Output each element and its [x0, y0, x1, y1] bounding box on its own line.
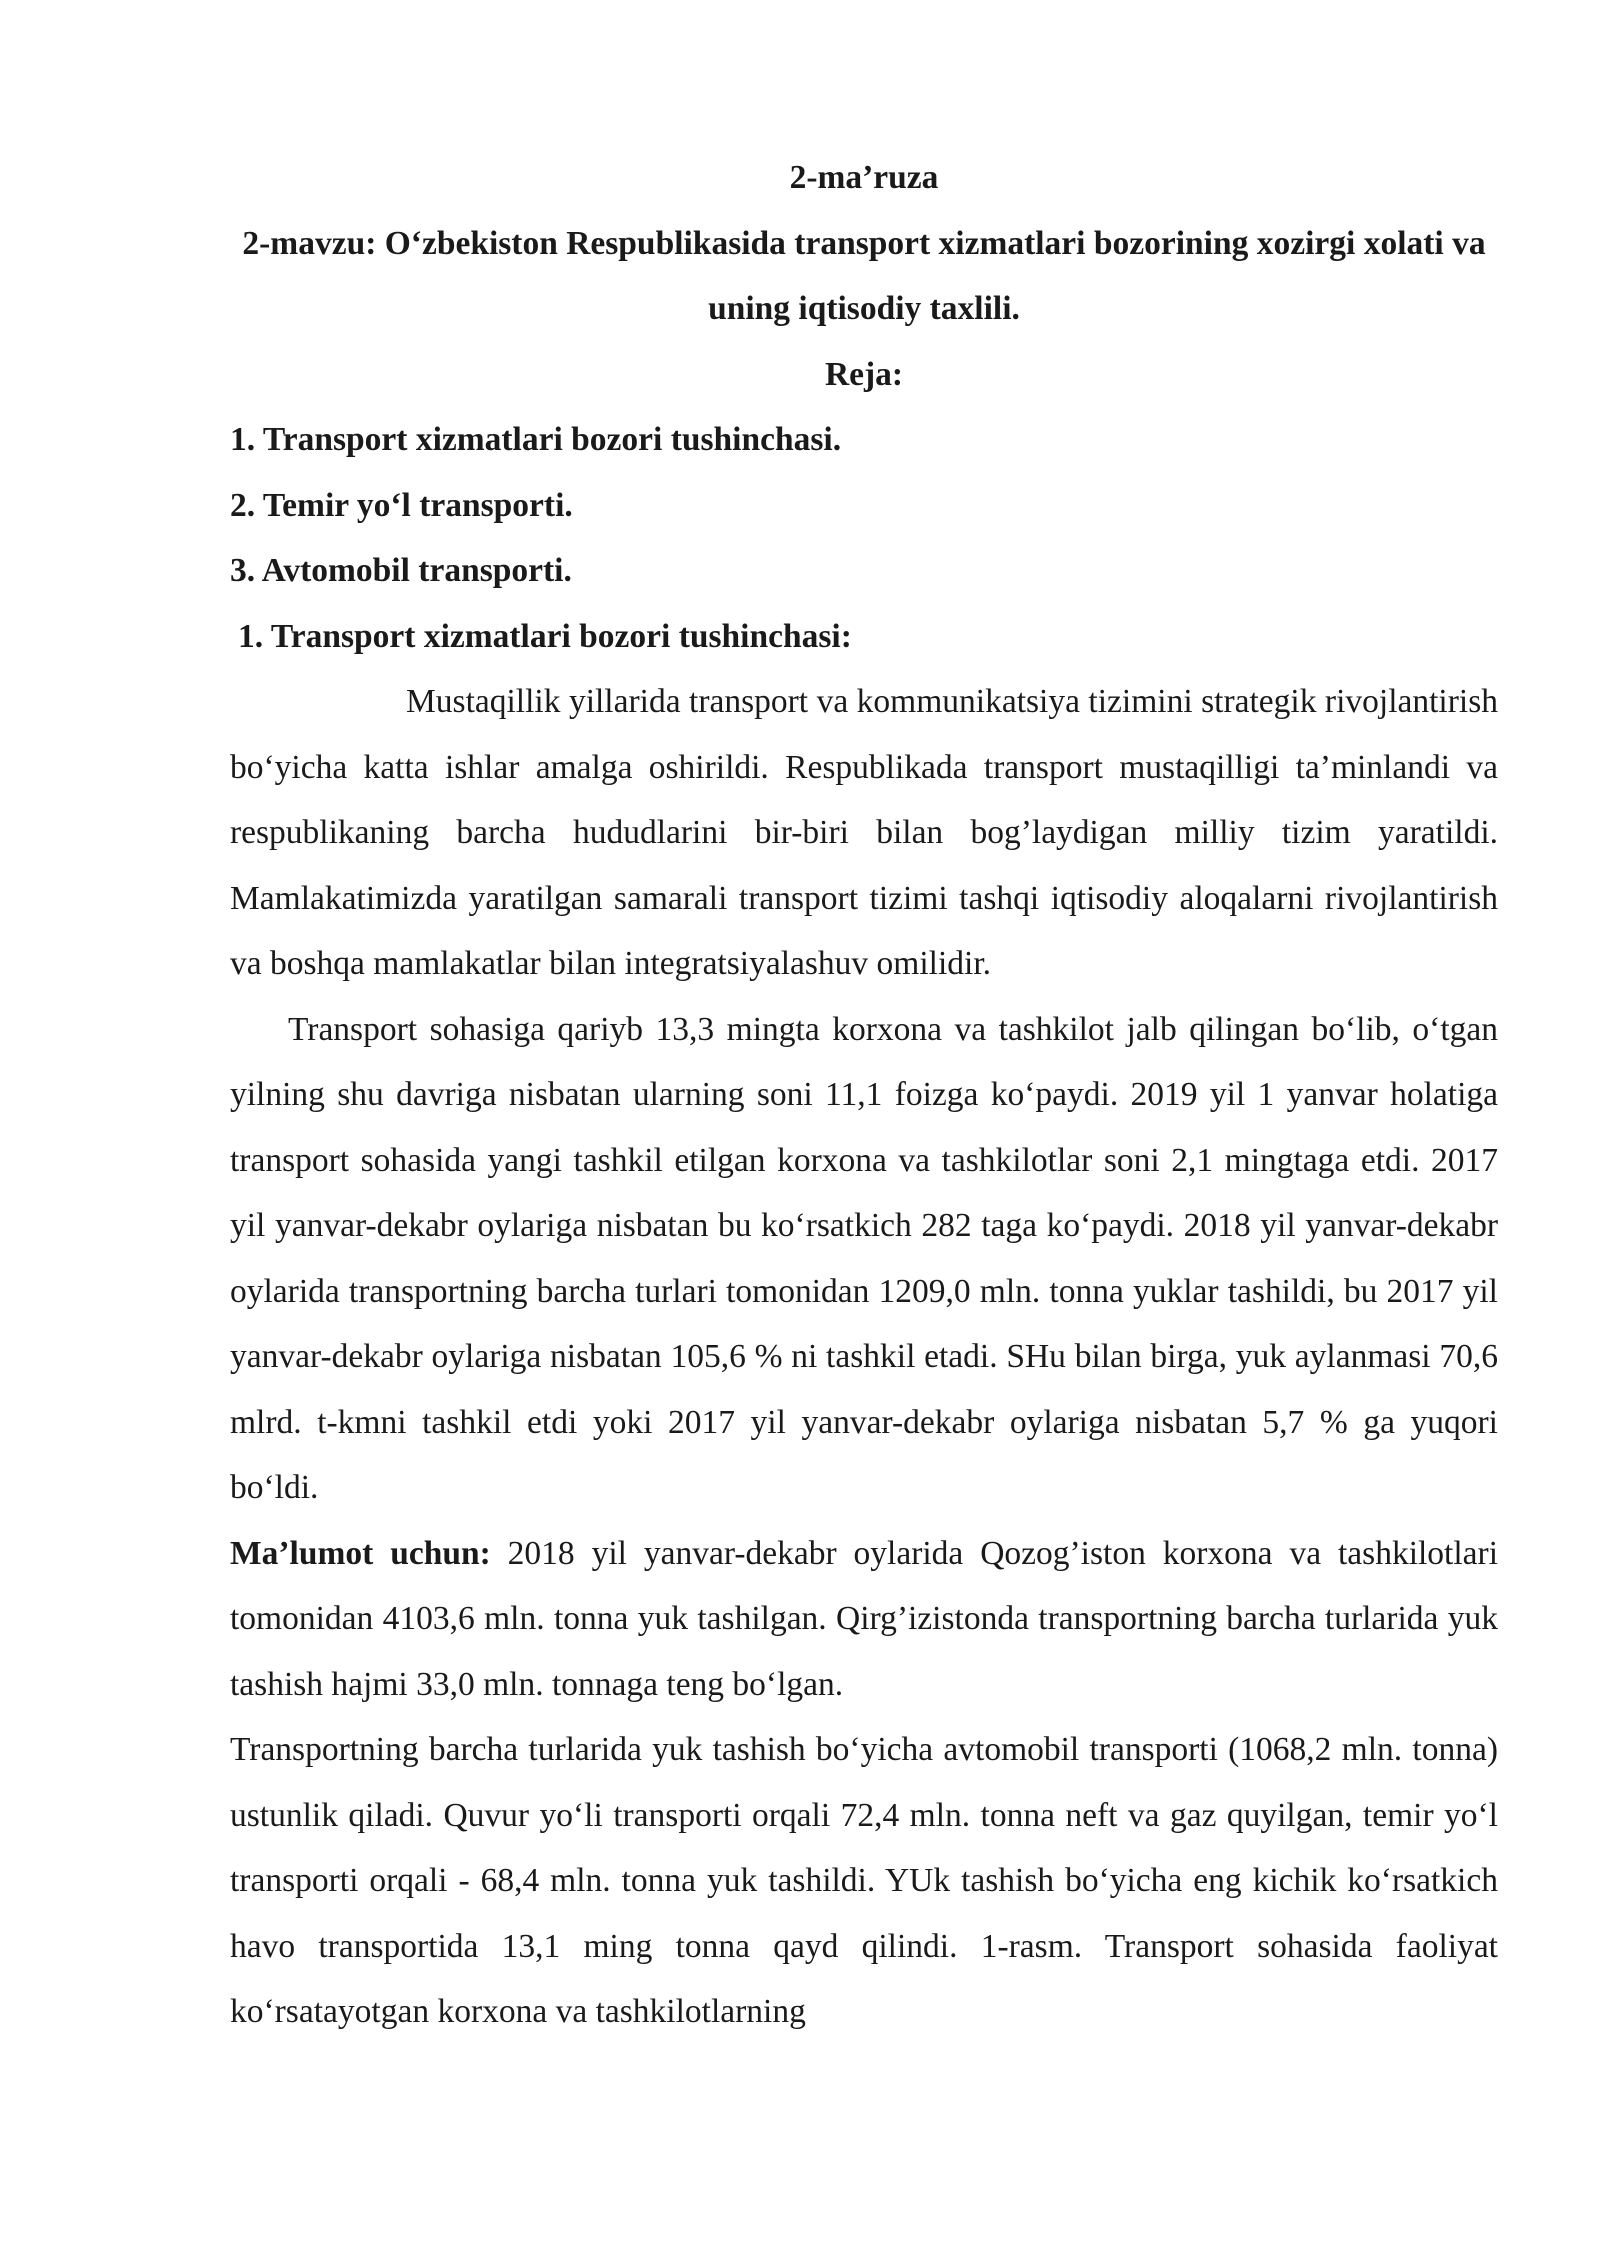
paragraph-1: Mustaqillik yillarida transport va kommunikatsiya tizimini strategik rivojlantirish bo‘yicha katta ishlar amalga oshirildi. Respublikada transport mustaqilligi ta’minlandi va respublikaning barcha hududlarini bir-biri bilan bog’laydigan milliy tizim yaratildi. Mamlakatimizda yaratilgan samarali transport tizimi tashqi iqtisodiy aloqalarni rivojlantirish va boshqa mamlakatlar bilan integratsiyalashuv omilidir. — [230, 683, 1498, 982]
paragraph-4: Transportning barcha turlarida yuk tashish bo‘yicha avtomobil transporti (1068,2 mln. tonna) ustunlik qiladi. Quvur yo‘li transporti orqali 72,4 mln. tonna neft va gaz quyilgan, temir yo‘l transporti orqali - 68,4 mln. tonna yuk tashildi. YUk tashish bo‘yicha eng kichik ko‘rsatkich havo transportida 13,1 ming tonna qayd qilindi. 1-rasm. Transport sohasida faoliyat ko‘rsatayotgan korxona va tashkilotlarning — [230, 1731, 1498, 2030]
lecture-number: 2-ma’ruza — [789, 159, 939, 196]
plan-item-1: 1. Transport xizmatlari bozori tushinchasi. — [230, 421, 842, 458]
paragraph-3 — [230, 1521, 1498, 1718]
info-label: Ma’lumot uchun: — [230, 1534, 491, 1572]
topic-title: 2-mavzu: O‘zbekiston Respublikasida transport xizmatlari bozorining xozirgi xolati va uning iqtisodiy taxlili. — [242, 224, 1486, 327]
plan-item-2: 2. Temir yo‘l transporti. — [230, 486, 573, 524]
section-1-title: 1. Transport xizmatlari bozori tushinchasi: — [238, 617, 852, 655]
info-text: 2018 yil yanvar-dekabr oylarida Qozog’iston korxona va tashkilotlari tomonidan 4103,6 mln. tonna yuk tashilgan. Qirg’izistonda transportning barcha turlarida yuk tashish hajmi 33,0 mln. tonnaga teng bo‘lgan. — [230, 1534, 1499, 1703]
plan-title: Reja: — [824, 355, 904, 393]
plan-item-3: 3. Avtomobil transporti. — [230, 552, 572, 589]
paragraph-2: Transport sohasiga qariyb 13,3 mingta korxona va tashkilot jalb qilingan bo‘lib, o‘tgan yilning shu davriga nisbatan ularning soni 11,1 foizga ko‘paydi. 2019 yil 1 yanvar holatiga transport sohasida yangi tashkil etilgan korxona va tashkilotlar soni 2,1 mingtaga etdi. 2017 yil yanvar-dekabr oylariga nisbatan bu ko‘rsatkich 282 taga ko‘paydi. 2018 yil yanvar-dekabr oylarida transportning barcha turlari tomonidan 1209,0 mln. tonna yuklar tashildi, bu 2017 yil yanvar-dekabr oylariga nisbatan 105,6 % ni tashkil etadi. SHu bilan birga, yuk aylanmasi 70,6 mlrd. t-kmni tashkil etdi yoki 2017 yil yanvar-dekabr oylariga nisbatan 5,7 % ga yuqori bo‘ldi. — [230, 1010, 1498, 1506]
document-page — [230, 145, 1498, 2045]
